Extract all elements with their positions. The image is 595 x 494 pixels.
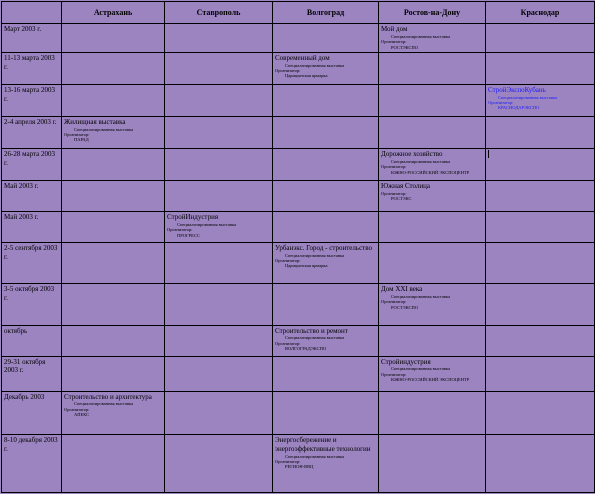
event-cell xyxy=(379,84,486,116)
event-cell xyxy=(379,148,486,180)
date-cell: Декабрь 2003 xyxy=(2,391,62,434)
event-title: Современный дом xyxy=(275,53,330,62)
date-cell: Май 2003 г. xyxy=(2,180,62,211)
event-cell xyxy=(165,356,273,391)
event-type: Специализированная выставка xyxy=(285,453,345,459)
event-title: Урбанэкс. Город - строительство xyxy=(275,243,372,252)
event-type: Специализированная выставка xyxy=(285,335,345,341)
organizer-label: Организатор: xyxy=(381,371,407,377)
event-cell xyxy=(62,84,165,116)
event-cell xyxy=(165,116,273,148)
date-cell: Март 2003 г. xyxy=(2,24,62,53)
event-cell xyxy=(379,391,486,434)
event-cell xyxy=(62,211,165,242)
table-row xyxy=(2,325,595,356)
organizer-label: Организатор: xyxy=(275,340,301,346)
event-cell xyxy=(62,435,165,493)
event-cell xyxy=(62,180,165,211)
date-cell: 11-13 марта 2003 г. xyxy=(2,52,62,84)
event-type: Специализированная выставка xyxy=(177,221,237,227)
table-row xyxy=(2,52,595,84)
event-cell xyxy=(62,148,165,180)
event-cell xyxy=(62,356,165,391)
date-cell: 3-5 октября 2003 г. xyxy=(2,284,62,325)
organizer-name: АПЕКС xyxy=(74,412,90,418)
organizer-label: Организатор: xyxy=(275,458,301,464)
event-cell xyxy=(62,242,165,283)
organizer-name: РЕГИОН-ВВЦ xyxy=(285,464,314,470)
event-cell xyxy=(486,52,595,84)
column-header-rostov: Ростов-на-Дону xyxy=(379,2,486,24)
organizer-name: Царицынская ярмарка xyxy=(285,263,328,269)
event-cell xyxy=(62,24,165,53)
event-title: Стройиндустрия xyxy=(381,357,431,366)
event-cell xyxy=(62,391,165,434)
organizer-label: Организатор: xyxy=(381,164,407,170)
table-row xyxy=(2,211,595,242)
table-row xyxy=(2,435,595,493)
event-title: Дом XXI века xyxy=(381,285,423,294)
table-row xyxy=(2,84,595,116)
organizer-name: КРАСНОДАРЭКСПО xyxy=(498,105,540,111)
event-type: Специализированная выставка xyxy=(391,158,451,164)
organizer-label: Организатор: xyxy=(64,132,90,138)
column-header-date xyxy=(2,2,62,24)
event-type: Специализированная выставка xyxy=(391,294,451,300)
date-cell: октябрь xyxy=(2,325,62,356)
event-cell xyxy=(165,148,273,180)
event-type: Специализированная выставка xyxy=(391,366,451,372)
event-cell xyxy=(379,211,486,242)
exhibition-schedule-table xyxy=(1,1,595,493)
event-cell xyxy=(379,52,486,84)
event-cell xyxy=(379,24,486,53)
event-cell xyxy=(273,242,379,283)
event-type: Специализированная выставка xyxy=(391,33,451,39)
event-cell xyxy=(273,211,379,242)
organizer-name: РОСТЭКСПО xyxy=(391,44,418,50)
event-cell xyxy=(62,325,165,356)
date-cell: 2-5 сентября 2003 г. xyxy=(2,242,62,283)
event-cell xyxy=(379,284,486,325)
table-row xyxy=(2,148,595,180)
column-header-astrakhan: Астрахань xyxy=(62,2,165,24)
event-title: СтройЭкспоКубань xyxy=(488,85,546,94)
column-header-stavropol: Ставрополь xyxy=(165,2,273,24)
event-cell xyxy=(62,116,165,148)
event-cell xyxy=(273,391,379,434)
event-title: Дорожное хозяйство xyxy=(381,149,443,158)
column-header-volgograd: Волгоград xyxy=(273,2,379,24)
event-cell xyxy=(486,356,595,391)
text-cursor xyxy=(488,150,489,158)
header-row xyxy=(2,2,595,24)
event-cell xyxy=(379,116,486,148)
event-cell xyxy=(165,284,273,325)
event-title: Южная Столица xyxy=(381,181,430,190)
table-row xyxy=(2,180,595,211)
organizer-name: Царицынская ярмарка xyxy=(285,73,328,79)
event-cell xyxy=(486,180,595,211)
column-header-krasnodar: Краснодар xyxy=(486,2,595,24)
event-cell xyxy=(273,435,379,493)
date-cell: 2-4 апреля 2003 г. xyxy=(2,116,62,148)
event-cell xyxy=(62,52,165,84)
event-type: Специализированная выставка xyxy=(285,62,345,68)
event-cell xyxy=(486,435,595,493)
date-cell: 26-28 марта 2003 г. xyxy=(2,148,62,180)
event-title: Мой дом xyxy=(381,25,408,33)
date-cell: 13-16 марта 2003 г. xyxy=(2,84,62,116)
organizer-name: РОСТЭКС xyxy=(391,196,412,202)
event-cell xyxy=(165,180,273,211)
organizer-label: Организатор: xyxy=(275,68,301,74)
table-row xyxy=(2,242,595,283)
organizer-name: ЮЖНО-РОССИЙСКИЙ ЭКСПОЦЕНТР xyxy=(391,169,470,175)
event-cell xyxy=(165,84,273,116)
event-cell xyxy=(165,391,273,434)
event-cell xyxy=(273,52,379,84)
event-cell xyxy=(165,211,273,242)
event-cell xyxy=(165,435,273,493)
event-title: Энергосбережение и энергоэффективные технологии xyxy=(275,436,371,453)
event-title: Жилищная выставка xyxy=(64,117,126,126)
event-cell xyxy=(379,180,486,211)
table-row xyxy=(2,24,595,53)
event-cell xyxy=(62,284,165,325)
event-cell xyxy=(486,391,595,434)
organizer-name: ПАРАД xyxy=(74,137,89,143)
event-type: Специализированная выставка xyxy=(74,126,134,132)
organizer-label: Организатор: xyxy=(167,227,193,233)
organizer-label: Организатор: xyxy=(275,258,301,264)
organizer-name: ПРОГРЕСС xyxy=(177,232,200,238)
event-type: Специализированная выставка xyxy=(285,252,345,258)
event-cell xyxy=(165,52,273,84)
organizer-label: Организатор: xyxy=(488,100,514,106)
organizer-name: ЮЖНО-РОССИЙСКИЙ ЭКСПОЦЕНТР xyxy=(391,377,470,383)
date-cell: Май 2003 г. xyxy=(2,211,62,242)
event-cell xyxy=(165,325,273,356)
event-cell xyxy=(486,284,595,325)
event-cell xyxy=(486,84,595,116)
table-row xyxy=(2,356,595,391)
organizer-label: Организатор: xyxy=(381,39,407,45)
event-type: Специализированная выставка xyxy=(74,401,134,407)
table-row xyxy=(2,116,595,148)
table-body xyxy=(2,24,595,493)
event-cell xyxy=(273,84,379,116)
event-cell xyxy=(165,242,273,283)
event-cell xyxy=(379,242,486,283)
event-cell xyxy=(486,148,595,180)
event-cell xyxy=(486,211,595,242)
event-cell xyxy=(486,242,595,283)
event-cell xyxy=(273,284,379,325)
organizer-label: Организатор: xyxy=(64,406,90,412)
event-cell xyxy=(486,325,595,356)
event-cell xyxy=(273,356,379,391)
organizer-label: Организатор: xyxy=(381,190,407,196)
event-cell xyxy=(379,435,486,493)
organizer-name: ВОЛГОГРАДЭКСПО xyxy=(285,346,327,352)
event-cell xyxy=(273,24,379,53)
date-cell: 29-31 октября 2003 г. xyxy=(2,356,62,391)
organizer-label: Организатор: xyxy=(381,299,407,305)
event-cell xyxy=(273,325,379,356)
event-cell xyxy=(273,148,379,180)
table-row xyxy=(2,391,595,434)
event-title: Строительство и ремонт xyxy=(275,326,348,335)
event-cell xyxy=(379,356,486,391)
date-cell: 8-10 декабря 2003 г. xyxy=(2,435,62,493)
event-cell xyxy=(165,24,273,53)
event-cell xyxy=(486,24,595,53)
event-title: СтройИндустрия xyxy=(167,212,219,221)
table-row xyxy=(2,284,595,325)
event-cell xyxy=(273,180,379,211)
event-title: Строительство и архитектура xyxy=(64,392,152,401)
event-cell xyxy=(486,116,595,148)
event-cell xyxy=(379,325,486,356)
event-cell xyxy=(273,116,379,148)
organizer-name: РОСТЭКСПО xyxy=(391,304,418,310)
event-type: Специализированная выставка xyxy=(498,94,558,100)
